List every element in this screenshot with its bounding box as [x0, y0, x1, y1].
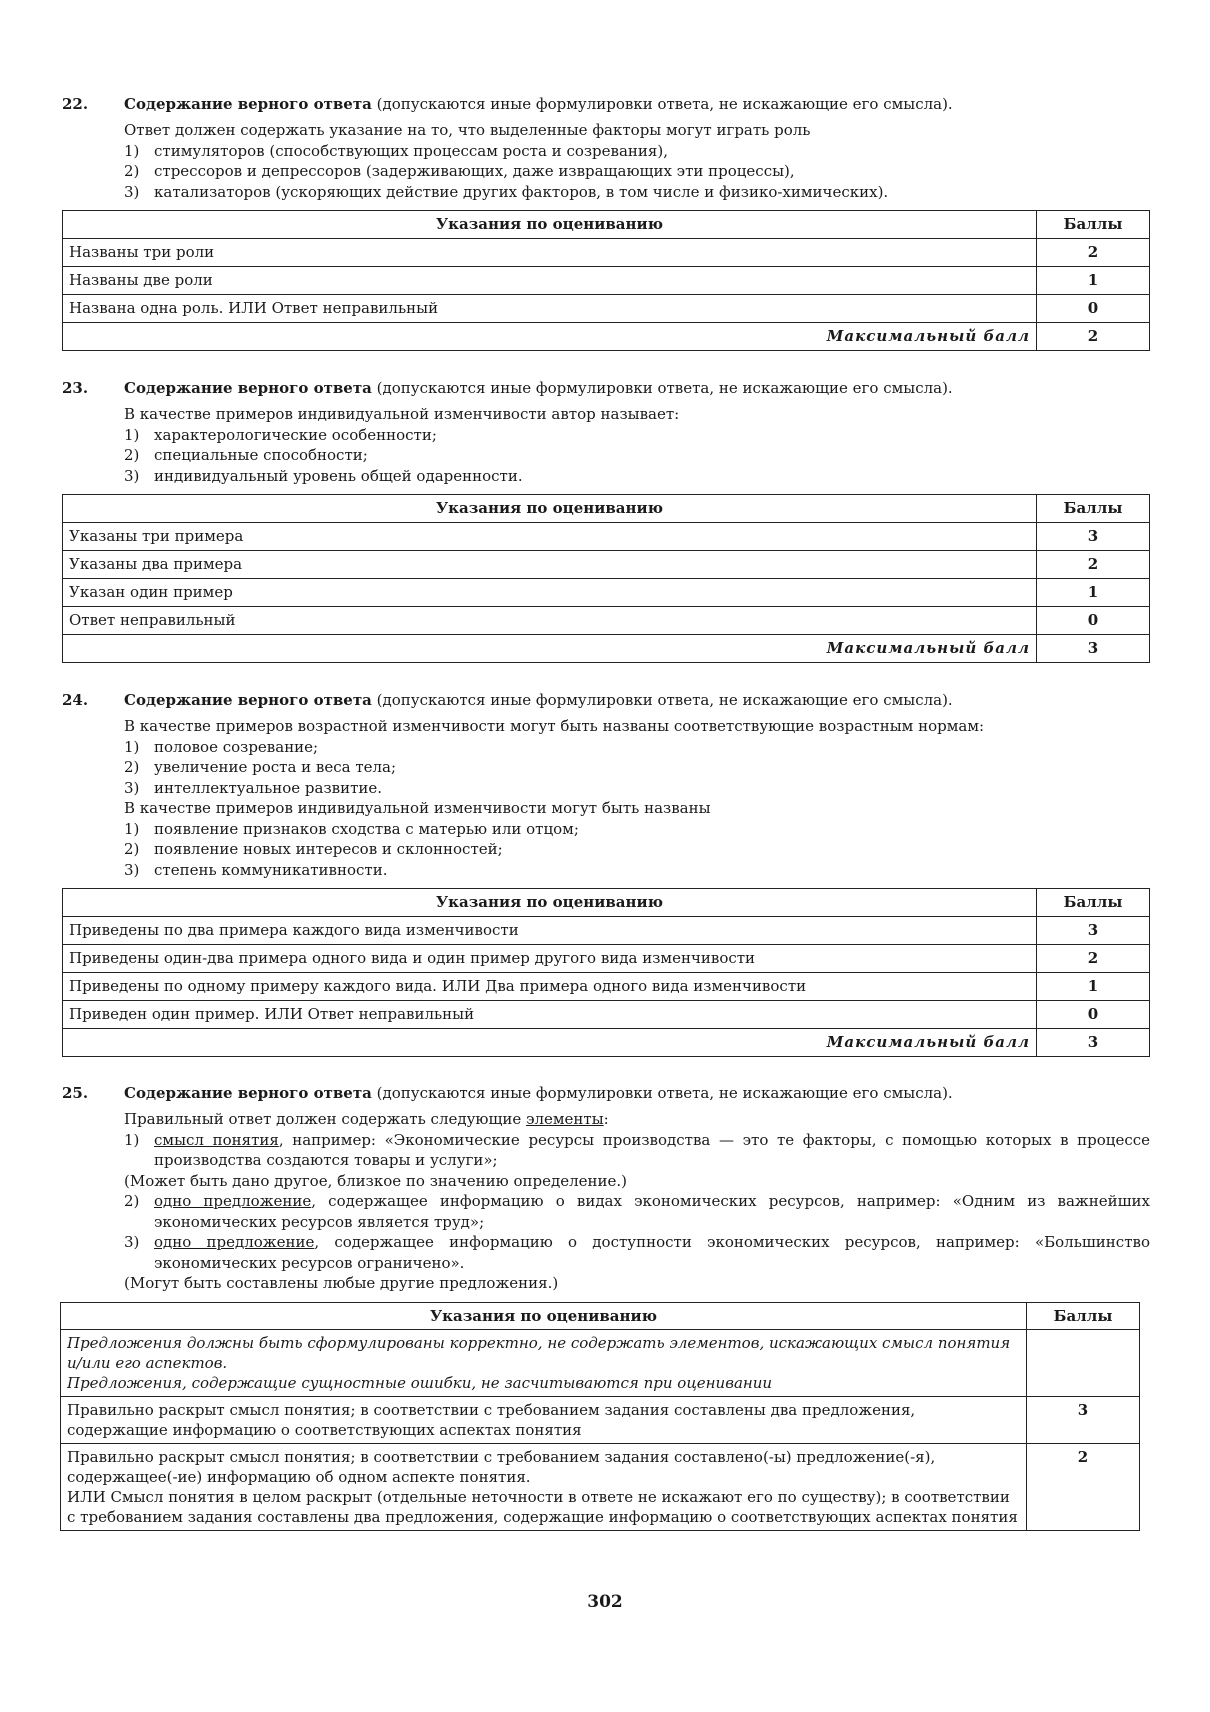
- question-25: [62, 1083, 1150, 1531]
- criteria-header: Указания по оцениванию: [63, 495, 1037, 523]
- underlined-term: одно предложение: [154, 1192, 312, 1210]
- table-row: [63, 267, 1150, 295]
- points-cell: 0: [1037, 295, 1150, 323]
- rule-text: Предложения, содержащие сущностные ошибки, не засчитываются при оценивании: [67, 1373, 773, 1392]
- answer-intro: В качестве примеров возрастной изменчивости могут быть названы соответствующие возрастным нормам:: [124, 717, 985, 735]
- max-score-label: Максимальный балл: [63, 1029, 1037, 1057]
- criteria-text: Правильно раскрыт смысл понятия; в соответствии с требованием задания составлено(-ы) предложение(-я), содержащее(-ие) информацию об одном аспекте понятия.: [67, 1447, 936, 1486]
- criteria-text: Приведен один пример. ИЛИ Ответ неправильный: [69, 1005, 475, 1023]
- answer-note: (допускаются иные формулировки ответа, не искажающие его смысла).: [376, 379, 953, 397]
- list-item: [124, 1232, 1150, 1273]
- item-number: 1): [124, 1130, 140, 1149]
- item-text: катализаторов (ускоряющих действие других факторов, в том числе и физико-химических).: [154, 182, 889, 201]
- answer-label: Содержание верного ответа: [124, 691, 372, 709]
- answer-title: [124, 691, 953, 709]
- table-header-row: [63, 889, 1150, 917]
- list-item: [124, 425, 1150, 446]
- answer-intro: Ответ должен содержать указание на то, что выделенные факторы могут играть роль: [124, 121, 811, 139]
- table-row: [63, 523, 1150, 551]
- rule-text: Предложения должны быть сформулированы корректно, не содержать элементов, искажающих смысл понятия и/или его аспектов.: [67, 1333, 1011, 1372]
- item-number: 2): [124, 758, 140, 776]
- item-text: увеличение роста и веса тела;: [154, 758, 397, 776]
- item-number: 2): [124, 446, 140, 464]
- question-header: [62, 378, 1150, 398]
- answer-note: (допускаются иные формулировки ответа, не искажающие его смысла).: [376, 691, 953, 709]
- question-number: 23.: [62, 379, 89, 397]
- table-row: [63, 973, 1150, 1001]
- answer-note-text: (Может быть дано другое, близкое по значению определение.): [124, 1171, 627, 1190]
- item-text: половое созревание;: [154, 737, 319, 756]
- item-text: появление признаков сходства с матерью или отцом;: [154, 819, 579, 838]
- table-row: [63, 1001, 1150, 1029]
- criteria-text: Указаны три примера: [69, 527, 244, 545]
- answer-label: Содержание верного ответа: [124, 379, 372, 397]
- criteria-alt-text: ИЛИ Смысл понятия в целом раскрыт (отдельные неточности в ответе не искажают его по существу); в соответствии с требованием задания составлены два предложения, содержащие информацию о соответствующих аспектах понятия: [67, 1487, 1018, 1526]
- list-item: [124, 1191, 1150, 1232]
- answer-label: Содержание верного ответа: [124, 95, 372, 113]
- item-text: специальные способности;: [154, 446, 368, 464]
- criteria-cell: [63, 295, 1037, 323]
- criteria-cell: [63, 973, 1037, 1001]
- points-cell: 2: [1037, 945, 1150, 973]
- underlined-term: элементы: [526, 1110, 604, 1128]
- points-cell: 3: [1027, 1396, 1140, 1443]
- points-cell: 1: [1037, 973, 1150, 1001]
- list-item: [124, 182, 1150, 203]
- item-text: , например: «Экономические ресурсы производства — это те факторы, с помощью которых в процессе производства создаются товары и услуги»;: [154, 1130, 1150, 1169]
- max-score-row: [63, 635, 1150, 663]
- criteria-cell: [63, 551, 1037, 579]
- criteria-cell: [61, 1443, 1027, 1530]
- table-row: [61, 1396, 1140, 1443]
- max-score-value: 2: [1037, 323, 1150, 351]
- page-number: 302: [587, 1592, 623, 1612]
- criteria-text: Названы три роли: [69, 243, 215, 261]
- question-23: [62, 378, 1150, 663]
- points-cell: 2: [1037, 239, 1150, 267]
- table-row: [63, 607, 1150, 635]
- max-score-row: [63, 323, 1150, 351]
- criteria-text: Названы две роли: [69, 271, 213, 289]
- table-header-row: [63, 495, 1150, 523]
- item-number: 3): [124, 182, 140, 201]
- table-row: [63, 551, 1150, 579]
- criteria-header: Указания по оцениванию: [63, 211, 1037, 239]
- criteria-text: Приведены один-два примера одного вида и один пример другого вида изменчивости: [69, 949, 756, 967]
- points-cell: 0: [1037, 1001, 1150, 1029]
- item-text: стрессоров и депрессоров (задерживающих, даже извращающих эти процессы),: [154, 162, 795, 180]
- list-item: [124, 737, 1150, 758]
- item-text: степень коммуникативности.: [154, 860, 388, 879]
- scoring-table: [62, 210, 1150, 351]
- item-text: индивидуальный уровень общей одаренности.: [154, 466, 523, 485]
- points-cell: 1: [1037, 579, 1150, 607]
- criteria-cell: [63, 579, 1037, 607]
- question-number: 24.: [62, 691, 89, 709]
- underlined-term: смысл понятия: [154, 1130, 279, 1149]
- criteria-cell: [63, 607, 1037, 635]
- answer-intro: Правильный ответ должен содержать следующие элементы:: [124, 1110, 609, 1128]
- criteria-cell: [61, 1396, 1027, 1443]
- item-number: 3): [124, 860, 140, 879]
- criteria-text: Указаны два примера: [69, 555, 243, 573]
- answer-title: [124, 379, 953, 397]
- points-cell: 2: [1027, 1443, 1140, 1530]
- points-cell: 0: [1037, 607, 1150, 635]
- table-row: [61, 1329, 1140, 1396]
- question-number: 22.: [62, 95, 89, 113]
- list-item: [124, 161, 1150, 182]
- item-number: 1): [124, 141, 140, 160]
- question-header: [62, 1083, 1150, 1103]
- underlined-term: одно предложение: [154, 1233, 315, 1251]
- item-number: 2): [124, 1192, 140, 1210]
- criteria-cell: [63, 1001, 1037, 1029]
- criteria-cell: [63, 917, 1037, 945]
- answer-text: В качестве примеров индивидуальной изменчивости могут быть названы: [124, 799, 711, 817]
- points-header: Баллы: [1027, 1302, 1140, 1329]
- rules-cell: [61, 1329, 1027, 1396]
- criteria-header: Указания по оцениванию: [63, 889, 1037, 917]
- item-number: 3): [124, 1233, 140, 1251]
- question-22: [62, 94, 1150, 351]
- scoring-table: [62, 494, 1150, 663]
- criteria-cell: [63, 945, 1037, 973]
- scoring-table: [60, 1302, 1140, 1531]
- criteria-cell: [63, 267, 1037, 295]
- max-score-label: Максимальный балл: [63, 635, 1037, 663]
- table-row: [63, 945, 1150, 973]
- answer-body: [62, 1109, 1150, 1294]
- item-number: 1): [124, 425, 140, 444]
- answer-intro: В качестве примеров индивидуальной изменчивости автор называет:: [124, 405, 680, 423]
- list-item: [124, 445, 1150, 466]
- answer-label: Содержание верного ответа: [124, 1084, 372, 1102]
- question-24: [62, 690, 1150, 1057]
- item-number: 3): [124, 466, 140, 485]
- criteria-cell: [63, 523, 1037, 551]
- answer-body: [62, 120, 1150, 202]
- table-row: [61, 1443, 1140, 1530]
- item-text: характерологические особенности;: [154, 425, 437, 444]
- item-text: стимуляторов (способствующих процессам роста и созревания),: [154, 141, 668, 160]
- points-cell: 3: [1037, 917, 1150, 945]
- criteria-text: Указан один пример: [69, 583, 233, 601]
- answer-body: [62, 716, 1150, 880]
- table-row: [63, 579, 1150, 607]
- table-header-row: [61, 1302, 1140, 1329]
- scoring-table: [62, 888, 1150, 1057]
- question-header: [62, 690, 1150, 710]
- criteria-cell: [63, 239, 1037, 267]
- list-item: [124, 778, 1150, 799]
- list-item: [124, 819, 1150, 840]
- list-item: [124, 839, 1150, 860]
- max-score-value: 3: [1037, 635, 1150, 663]
- max-score-label: Максимальный балл: [63, 323, 1037, 351]
- points-header: Баллы: [1037, 211, 1150, 239]
- list-item: [124, 1130, 1150, 1171]
- answer-note: (допускаются иные формулировки ответа, не искажающие его смысла).: [376, 1084, 953, 1102]
- criteria-text: Правильно раскрыт смысл понятия; в соответствии с требованием задания составлены два предложения, содержащие информацию о соответствующих аспектах понятия: [67, 1400, 916, 1439]
- criteria-text: Приведены по два примера каждого вида изменчивости: [69, 921, 519, 939]
- question-number: 25.: [62, 1084, 89, 1102]
- answer-title: [124, 95, 953, 113]
- item-number: 2): [124, 840, 140, 858]
- item-number: 1): [124, 819, 140, 838]
- table-header-row: [63, 211, 1150, 239]
- answer-note-text: (Могут быть составлены любые другие предложения.): [124, 1274, 559, 1292]
- item-text: , содержащее информацию о видах экономических ресурсов, например: «Одним из важнейших экономических ресурсов является труд»;: [154, 1192, 1151, 1231]
- points-cell: 2: [1037, 551, 1150, 579]
- points-header: Баллы: [1037, 889, 1150, 917]
- item-number: 3): [124, 778, 140, 797]
- item-number: 1): [124, 737, 140, 756]
- criteria-text: Названа одна роль. ИЛИ Ответ неправильный: [69, 299, 439, 317]
- question-header: [62, 94, 1150, 114]
- points-header: Баллы: [1037, 495, 1150, 523]
- answer-body: [62, 404, 1150, 486]
- points-cell: 1: [1037, 267, 1150, 295]
- list-item: [124, 757, 1150, 778]
- list-item: [124, 466, 1150, 487]
- max-score-row: [63, 1029, 1150, 1057]
- table-row: [63, 917, 1150, 945]
- table-row: [63, 295, 1150, 323]
- answer-note: (допускаются иные формулировки ответа, не искажающие его смысла).: [376, 95, 953, 113]
- item-text: появление новых интересов и склонностей;: [154, 840, 503, 858]
- points-cell: 3: [1037, 523, 1150, 551]
- table-row: [63, 239, 1150, 267]
- criteria-text: Приведены по одному примеру каждого вида. ИЛИ Два примера одного вида изменчивости: [69, 977, 807, 995]
- criteria-header: Указания по оцениванию: [61, 1302, 1027, 1329]
- item-text: интеллектуальное развитие.: [154, 778, 383, 797]
- criteria-text: Ответ неправильный: [69, 611, 236, 629]
- points-cell: [1027, 1329, 1140, 1396]
- item-number: 2): [124, 162, 140, 180]
- list-item: [124, 860, 1150, 881]
- list-item: [124, 141, 1150, 162]
- answer-title: [124, 1084, 953, 1102]
- item-text: , содержащее информацию о доступности экономических ресурсов, например: «Большинство экономических ресурсов ограничено».: [154, 1233, 1150, 1272]
- max-score-value: 3: [1037, 1029, 1150, 1057]
